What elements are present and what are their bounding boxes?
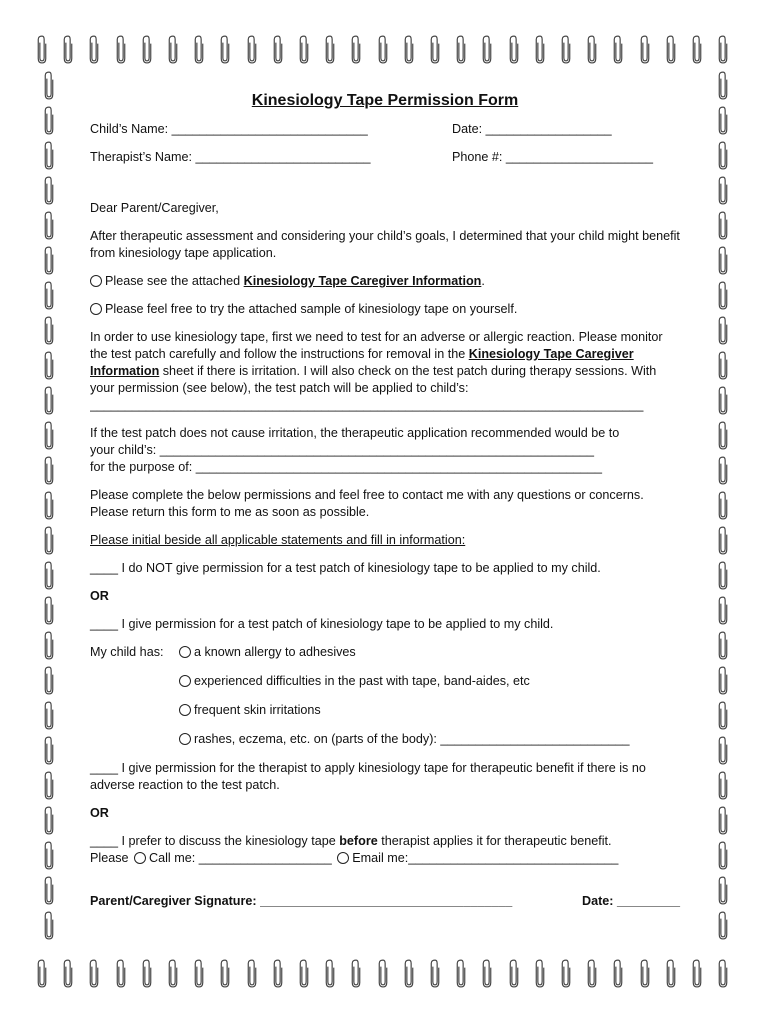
- paperclip-icon: [40, 700, 58, 730]
- paperclip-icon: [219, 958, 231, 988]
- paperclip-icon: [88, 34, 100, 64]
- paperclip-icon: [272, 958, 284, 988]
- paperclip-icon: [40, 140, 58, 170]
- paperclip-icon: [714, 490, 732, 520]
- paperclip-icon: [714, 175, 732, 205]
- option-caregiver-info: Please see the attached Kinesiology Tape Caregiver Information.: [90, 273, 680, 290]
- condition-tape-difficulties: experienced difficulties in the past with tape, band-aides, etc: [90, 673, 680, 690]
- paperclip-icon: [167, 958, 179, 988]
- allergy-radio[interactable]: [179, 646, 191, 658]
- paperclip-icon: [714, 455, 732, 485]
- paperclip-icon: [717, 958, 729, 988]
- paperclip-icon: [40, 210, 58, 240]
- paperclip-icon: [40, 560, 58, 590]
- paperclip-icon: [429, 34, 441, 64]
- paperclip-icon: [40, 805, 58, 835]
- email-me-field[interactable]: Email me:______________________________: [352, 851, 619, 865]
- paperclip-icon: [193, 958, 205, 988]
- therapist-row: [90, 149, 680, 166]
- paperclip-icon: [665, 34, 677, 64]
- initial-instructions: Please initial beside all applicable statements and fill in information:: [90, 533, 466, 547]
- apply-area-field[interactable]: your child’s: ______________________________________________________________: [90, 443, 595, 457]
- paperclip-icon: [455, 34, 467, 64]
- caregiver-info-link-2: Kinesiology Tape Caregiver Information: [90, 347, 634, 378]
- permission-test-statement[interactable]: ____ I give permission for a test patch of kinesiology tape to be applied to my child.: [90, 617, 554, 631]
- paperclip-border-right: [714, 70, 732, 950]
- paperclip-icon: [714, 630, 732, 660]
- paperclip-icon: [40, 280, 58, 310]
- paperclip-border-left: [40, 70, 58, 950]
- discuss-statement[interactable]: ____ I prefer to discuss the kinesiology tape before therapist applies it for therapeutic benefit.: [90, 834, 612, 848]
- paperclip-icon: [612, 34, 624, 64]
- paperclip-icon: [40, 175, 58, 205]
- condition-rashes: rashes, eczema, etc. on (parts of the body): ___________________________: [90, 731, 680, 748]
- paperclip-icon: [714, 70, 732, 100]
- paperclip-icon: [714, 910, 732, 940]
- paperclip-icon: [714, 525, 732, 555]
- childs-name-field[interactable]: Child’s Name: ____________________________: [90, 122, 368, 136]
- paperclip-icon: [350, 958, 362, 988]
- paperclip-icon: [88, 958, 100, 988]
- permission-apply-statement[interactable]: ____ I give permission for the therapist to apply kinesiology tape for therapeutic benefit if there is no adverse reaction to the test patch.: [90, 761, 646, 792]
- paperclip-icon: [350, 34, 362, 64]
- paperclip-icon: [246, 34, 258, 64]
- form-title: Kinesiology Tape Permission Form: [251, 92, 519, 109]
- paperclip-icon: [714, 840, 732, 870]
- paperclip-icon: [298, 34, 310, 64]
- paperclip-icon: [167, 34, 179, 64]
- difficulties-radio[interactable]: [179, 675, 191, 687]
- paperclip-icon: [40, 735, 58, 765]
- paperclip-icon: [141, 958, 153, 988]
- irritations-radio[interactable]: [179, 704, 191, 716]
- paperclip-icon: [481, 958, 493, 988]
- paperclip-icon: [455, 958, 467, 988]
- paperclip-icon: [62, 34, 74, 64]
- child-has-label: My child has:: [90, 645, 164, 659]
- paperclip-icon: [665, 958, 677, 988]
- option2-radio[interactable]: [90, 303, 102, 315]
- paperclip-icon: [40, 840, 58, 870]
- paperclip-icon: [40, 875, 58, 905]
- or-separator-1: OR: [90, 589, 109, 603]
- paperclip-icon: [40, 105, 58, 135]
- paperclip-icon: [40, 70, 58, 100]
- paperclip-icon: [714, 350, 732, 380]
- paperclip-icon: [560, 958, 572, 988]
- option-try-sample: Please feel free to try the attached sample of kinesiology tape on yourself.: [90, 301, 680, 318]
- permission-form: [90, 92, 680, 910]
- paperclip-icon: [714, 385, 732, 415]
- test-patch-location-field[interactable]: _______________________________________________________________________________: [90, 398, 644, 412]
- paperclip-icon: [691, 958, 703, 988]
- phone-field[interactable]: Phone #: _____________________: [452, 150, 654, 164]
- paperclip-icon: [298, 958, 310, 988]
- paperclip-icon: [586, 34, 598, 64]
- paperclip-icon: [586, 958, 598, 988]
- signature-row: [90, 893, 680, 910]
- paperclip-icon: [714, 700, 732, 730]
- paperclip-icon: [377, 34, 389, 64]
- or-separator-2: OR: [90, 806, 109, 820]
- paperclip-icon: [714, 665, 732, 695]
- paperclip-icon: [40, 385, 58, 415]
- paperclip-icon: [508, 958, 520, 988]
- complete-paragraph: Please complete the below permissions and feel free to contact me with any questions or concerns. Please return this form to me as soon as possible.: [90, 488, 644, 519]
- paperclip-icon: [714, 315, 732, 345]
- option1-radio[interactable]: [90, 275, 102, 287]
- paperclip-icon: [714, 735, 732, 765]
- paperclip-icon: [403, 34, 415, 64]
- paperclip-icon: [714, 245, 732, 275]
- paperclip-icon: [40, 455, 58, 485]
- child-has-row: My child has: a known allergy to adhesives: [90, 645, 356, 659]
- paperclip-icon: [714, 210, 732, 240]
- paperclip-icon: [40, 665, 58, 695]
- paperclip-icon: [219, 34, 231, 64]
- paperclip-icon: [272, 34, 284, 64]
- signature-field[interactable]: Parent/Caregiver Signature: ____________________________________: [90, 894, 513, 908]
- paperclip-icon: [377, 958, 389, 988]
- paperclip-icon: [508, 34, 520, 64]
- paperclip-icon: [714, 140, 732, 170]
- paperclip-icon: [115, 34, 127, 64]
- paperclip-icon: [246, 958, 258, 988]
- purpose-field[interactable]: for the purpose of: __________________________________________________________: [90, 460, 602, 474]
- paperclip-icon: [714, 560, 732, 590]
- paperclip-icon: [639, 958, 651, 988]
- paperclip-icon: [612, 958, 624, 988]
- signature-date-field[interactable]: Date: _________: [581, 894, 680, 908]
- email-me-radio[interactable]: [337, 852, 349, 864]
- paperclip-icon: [324, 34, 336, 64]
- paperclip-icon: [481, 34, 493, 64]
- paperclip-icon: [714, 875, 732, 905]
- paperclip-icon: [639, 34, 651, 64]
- paperclip-icon: [717, 34, 729, 64]
- no-permission-statement[interactable]: ____ I do NOT give permission for a test patch of kinesiology tape to be applied to my child.: [90, 561, 601, 575]
- paperclip-icon: [193, 34, 205, 64]
- paperclip-icon: [714, 420, 732, 450]
- paperclip-icon: [62, 958, 74, 988]
- paperclip-icon: [40, 420, 58, 450]
- paperclip-icon: [40, 490, 58, 520]
- date-field[interactable]: Date: __________________: [452, 122, 612, 136]
- paperclip-icon: [40, 350, 58, 380]
- paperclip-border-top: [36, 34, 736, 66]
- paperclip-icon: [403, 958, 415, 988]
- paperclip-icon: [40, 525, 58, 555]
- caregiver-info-link: Kinesiology Tape Caregiver Information: [243, 274, 482, 288]
- child-name-row: [90, 121, 680, 138]
- paperclip-icon: [534, 34, 546, 64]
- paperclip-icon: [714, 105, 732, 135]
- paperclip-icon: [534, 958, 546, 988]
- paperclip-icon: [141, 34, 153, 64]
- paperclip-icon: [36, 34, 48, 64]
- paperclip-icon: [324, 958, 336, 988]
- call-me-radio[interactable]: [134, 852, 146, 864]
- paperclip-icon: [429, 958, 441, 988]
- condition-skin-irritations: frequent skin irritations: [90, 702, 680, 719]
- call-me-field[interactable]: Call me: ___________________: [149, 851, 332, 865]
- intro-paragraph: After therapeutic assessment and considering your child’s goals, I determined that your child might benefit from kinesiology tape application.: [90, 229, 680, 260]
- paperclip-icon: [40, 315, 58, 345]
- paperclip-icon: [714, 770, 732, 800]
- therapists-name-field[interactable]: Therapist’s Name: _________________________: [90, 150, 371, 164]
- salutation: Dear Parent/Caregiver,: [90, 201, 219, 215]
- paperclip-icon: [691, 34, 703, 64]
- paperclip-icon: [40, 630, 58, 660]
- contact-preference-row: Please Call me: ___________________ Email me:______________________________: [90, 851, 619, 865]
- paperclip-border-bottom: [36, 958, 736, 990]
- paperclip-icon: [714, 595, 732, 625]
- paperclip-icon: [714, 280, 732, 310]
- paperclip-icon: [115, 958, 127, 988]
- paperclip-icon: [714, 805, 732, 835]
- paperclip-icon: [560, 34, 572, 64]
- rashes-radio[interactable]: [179, 733, 191, 745]
- paperclip-icon: [40, 595, 58, 625]
- paperclip-icon: [40, 245, 58, 275]
- paperclip-icon: [40, 770, 58, 800]
- apply-line-1: If the test patch does not cause irritation, the therapeutic application recommended would be to: [90, 426, 620, 440]
- paperclip-icon: [36, 958, 48, 988]
- test-paragraph: In order to use kinesiology tape, first we need to test for an adverse or allergic reaction. Please monitor the test patch carefully and follow the instructions for removal in the Kinesiology Tape Caregiver Information sheet if there is irritation. I will also check on the test patch during therapy sessions. With your permission (see below), the test patch will be applied to child’s:: [90, 330, 663, 395]
- paperclip-icon: [40, 910, 58, 940]
